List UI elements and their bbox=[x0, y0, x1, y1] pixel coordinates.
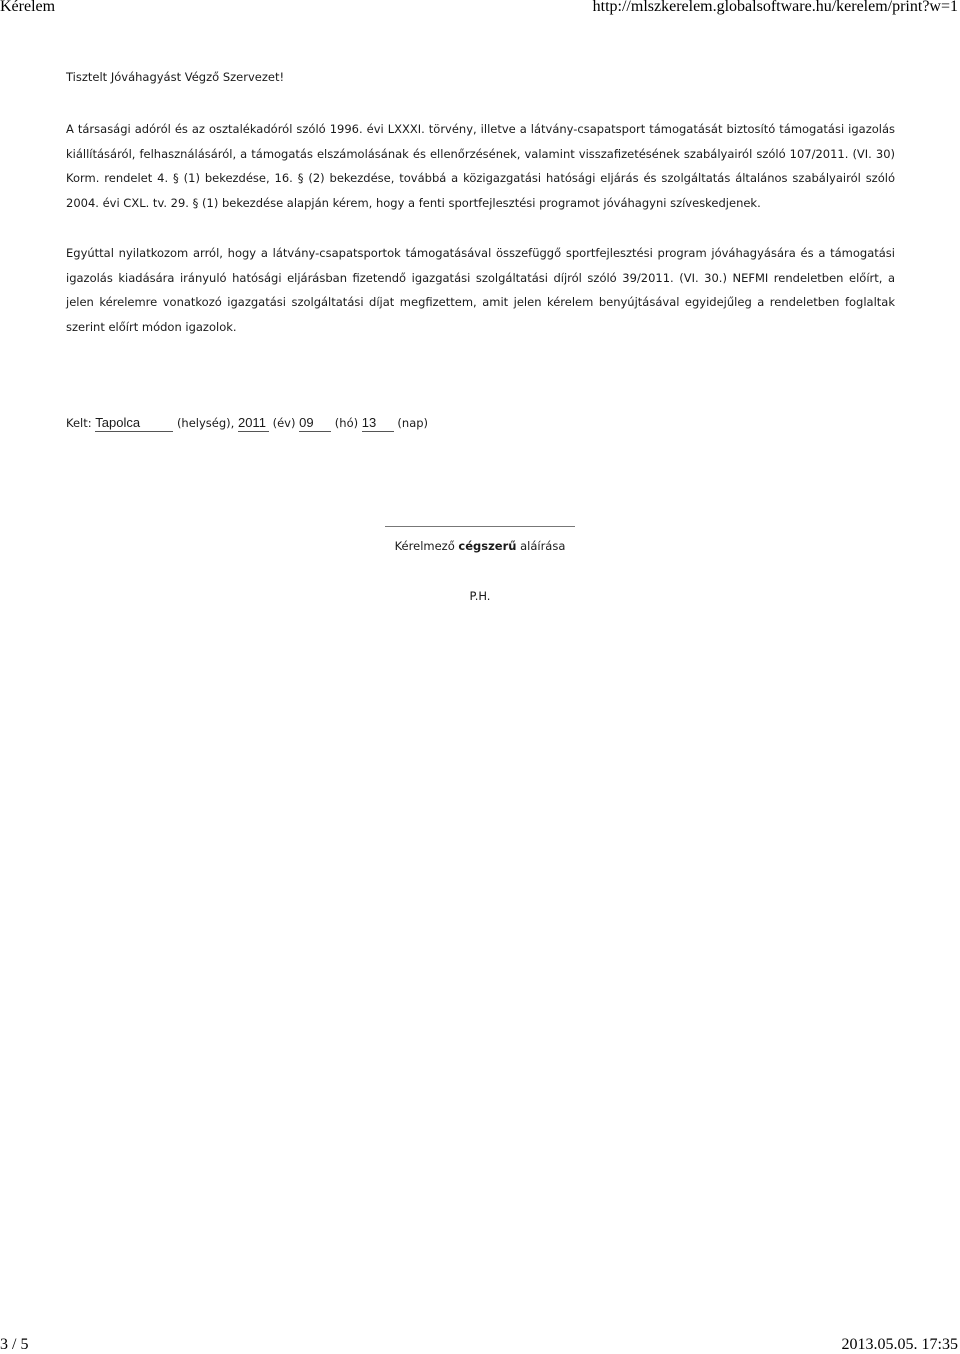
signature-label-bold: cégszerű bbox=[458, 539, 517, 553]
greeting: Tisztelt Jóváhagyást Végző Szervezet! bbox=[66, 70, 285, 84]
place-suffix: (helység), bbox=[176, 416, 235, 430]
print-footer-page: 3 / 5 bbox=[0, 1336, 29, 1353]
date-line bbox=[66, 414, 428, 432]
print-header-url: http://mlszkerelem.globalsoftware.hu/kerelem/print?w=1 bbox=[592, 0, 958, 15]
month-suffix: (hó) bbox=[334, 416, 359, 430]
signature-line bbox=[385, 526, 575, 527]
month-field: 09 bbox=[299, 414, 331, 432]
place-field: Tapolca bbox=[95, 414, 173, 432]
signature-label-suffix: aláírása bbox=[520, 539, 566, 553]
request-paragraph: A társasági adóról és az osztalékadóról szóló 1996. évi LXXXI. törvény, illetve a látvány-csapatsport támogatását biztosító támogatási igazolás kiállításáról, felhasználásáról, a támogatás elszámolásának és ellenőrzésének, valamint visszafizetésének szabályairól szóló 107/2011. (VI. 30) Korm. rendelet 4. § (1) bekezdése, 16. § (2) bekezdése, továbbá a közigazgatási hatósági eljárás és szolgáltatás általános szabályairól szóló 2004. évi CXL. tv. 29. § (1) bekezdése alapján kérem, hogy a fenti sportfejlesztési programot jóváhagyni szíveskedjenek. bbox=[66, 122, 895, 210]
year-field: 2011 bbox=[238, 414, 269, 432]
day-field: 13 bbox=[362, 414, 394, 432]
year-suffix: (év) bbox=[272, 416, 296, 430]
date-line-label: Kelt: bbox=[66, 416, 92, 430]
declaration-paragraph: Egyúttal nyilatkozom arról, hogy a látvány-csapatsportok támogatásával összefüggő sportfejlesztési program jóváhagyására és a támogatási igazolás kiadására irányuló hatósági eljárásban fizetendő igazgatási szolgáltatási díjról szóló 39/2011. (VI. 30.) NEFMI rendeletben előírt, a jelen kérelemre vonatkozó igazgatási szolgáltatási díjat megfizettem, amit jelen kérelem benyújtásával egyidejűleg a rendeletben foglaltak szerint előírt módon igazolok. bbox=[66, 246, 895, 334]
print-footer-datetime: 2013.05.05. 17:35 bbox=[841, 1336, 958, 1353]
signature-label-prefix: Kérelmező bbox=[394, 539, 455, 553]
day-suffix: (nap) bbox=[397, 416, 429, 430]
stamp-placeholder: P.H. bbox=[469, 589, 491, 603]
signature-label bbox=[385, 539, 575, 553]
print-header-title: Kérelem bbox=[0, 0, 56, 15]
